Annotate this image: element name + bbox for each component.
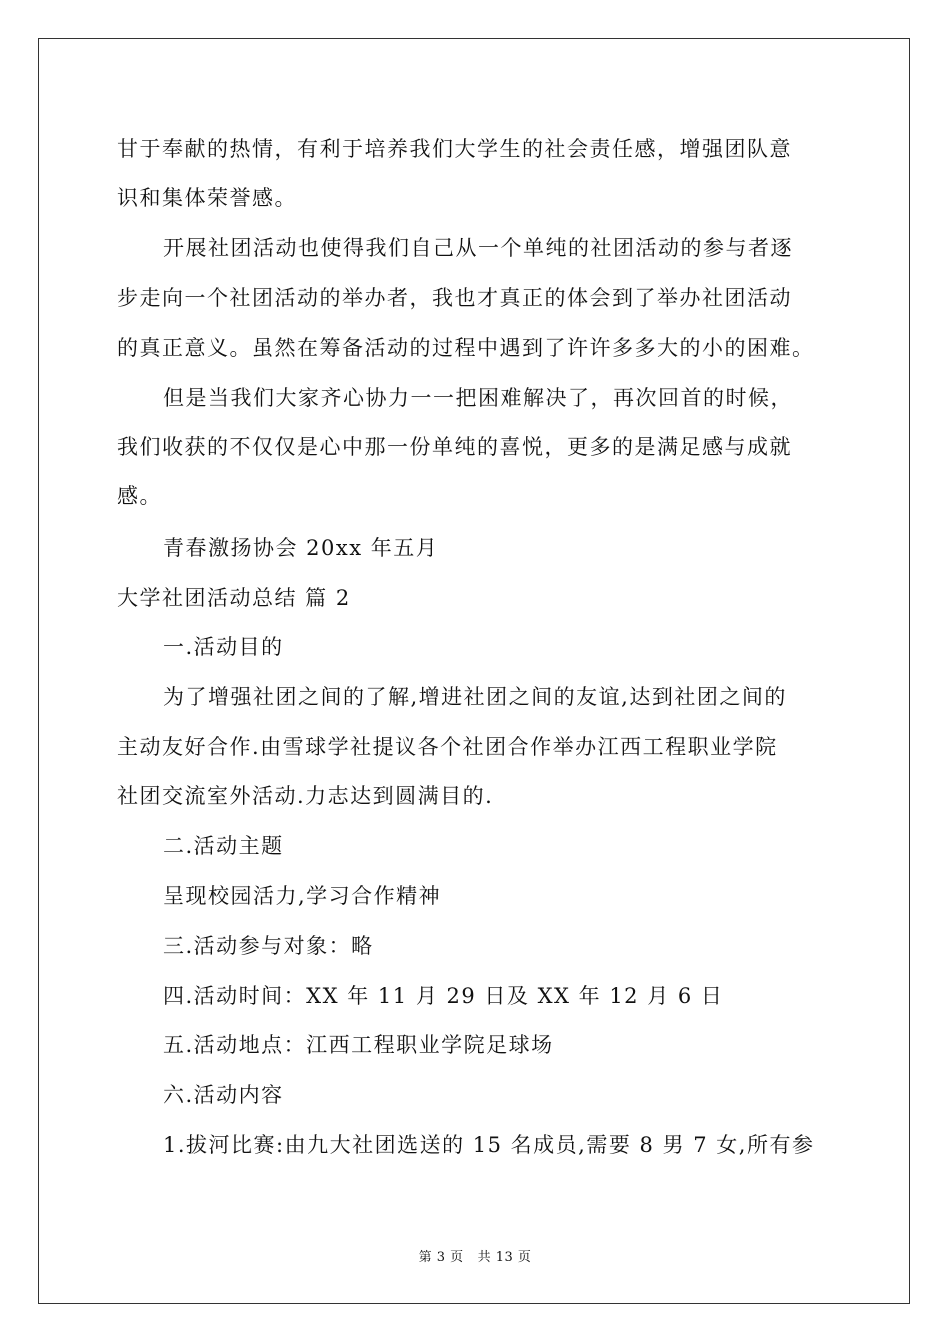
paragraph-line: 的真正意义。虽然在筹备活动的过程中遇到了许许多多大的小的困难。 xyxy=(117,336,815,360)
paragraph-line: 感。 xyxy=(117,484,162,508)
section-heading: 二.活动主题 xyxy=(163,834,284,858)
paragraph-line: 为了增强社团之间的了解,增进社团之间的友谊,达到社团之间的 xyxy=(163,685,787,709)
paragraph-line: 识和集体荣誉感。 xyxy=(117,186,297,210)
paragraph-line: 1.拔河比赛:由九大社团选送的 15 名成员,需要 8 男 7 女,所有参 xyxy=(163,1133,815,1157)
section-heading: 四.活动时间：XX 年 11 月 29 日及 XX 年 12 月 6 日 xyxy=(163,984,724,1008)
page-border xyxy=(38,38,910,1304)
paragraph-line: 步走向一个社团活动的举办者，我也才真正的体会到了举办社团活动 xyxy=(117,286,792,310)
page-number: 第 3 页 xyxy=(418,1250,464,1265)
paragraph-line: 主动友好合作.由雪球学社提议各个社团合作举办江西工程职业学院 xyxy=(117,735,778,759)
page-footer xyxy=(0,1246,950,1265)
section-heading: 一.活动目的 xyxy=(163,635,284,659)
paragraph-line: 我们收获的不仅仅是心中那一份单纯的喜悦，更多的是满足感与成就 xyxy=(117,435,792,459)
section-heading: 三.活动参与对象：略 xyxy=(163,934,374,958)
page-total: 共 13 页 xyxy=(477,1250,532,1265)
section-title: 大学社团活动总结 篇 2 xyxy=(117,586,351,610)
signature-line: 青春激扬协会 20xx 年五月 xyxy=(163,536,439,560)
section-heading: 五.活动地点：江西工程职业学院足球场 xyxy=(163,1033,554,1057)
paragraph-line: 呈现校园活力,学习合作精神 xyxy=(163,884,442,908)
paragraph-line: 甘于奉献的热情，有利于培养我们大学生的社会责任感，增强团队意 xyxy=(117,137,792,161)
paragraph-line: 开展社团活动也使得我们自己从一个单纯的社团活动的参与者逐 xyxy=(163,236,793,260)
paragraph-line: 但是当我们大家齐心协力一一把困难解决了，再次回首的时候， xyxy=(163,386,793,410)
paragraph-line: 社团交流室外活动.力志达到圆满目的. xyxy=(117,784,494,808)
section-heading: 六.活动内容 xyxy=(163,1083,284,1107)
